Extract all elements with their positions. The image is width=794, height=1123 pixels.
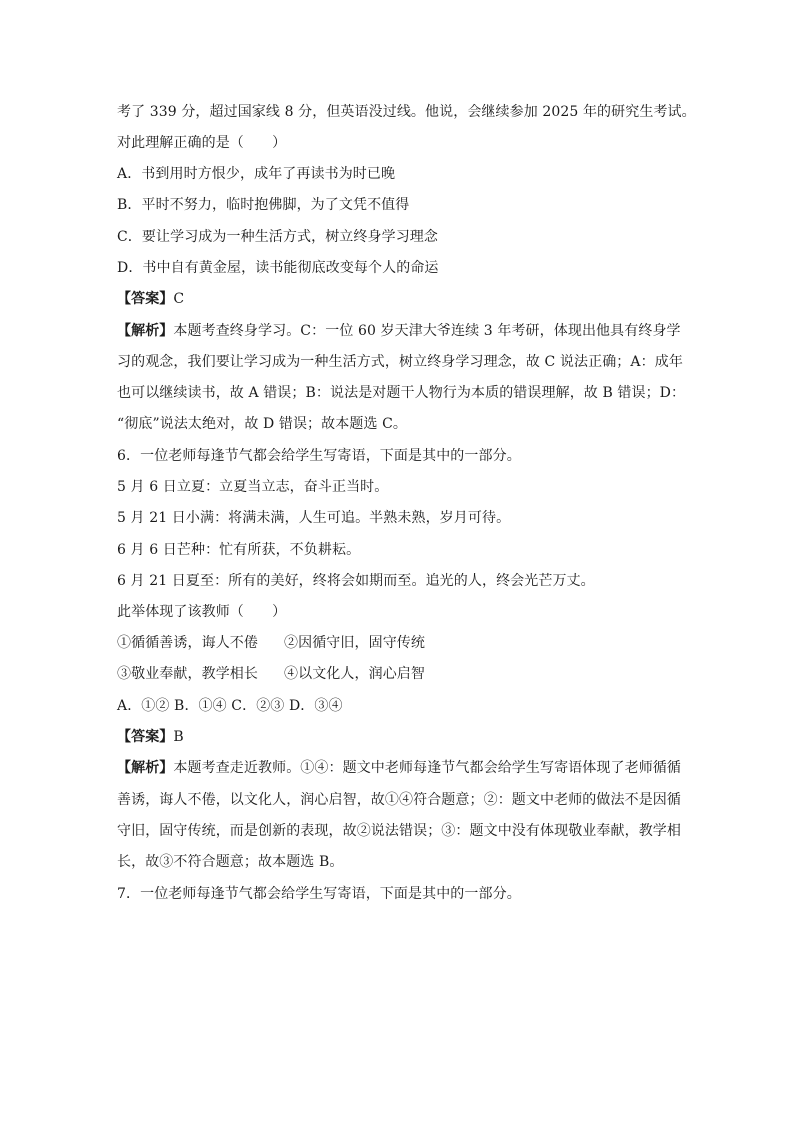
analysis-text: 本题考查走近教师。①④：题文中老师每逢节气都会给学生写寄语体现了老师循循 xyxy=(173,760,682,776)
q5-option-a: A．书到用时方恨少，成年了再读书为时已晚 xyxy=(117,166,396,182)
q6-stem: 6．一位老师每逢节气都会给学生写寄语，下面是其中的一部分。 xyxy=(117,448,521,464)
q6-choice1: ①循循善诱，诲人不倦 xyxy=(117,635,258,651)
q5-analysis-line2: 习的观念，我们要让学习成为一种生活方式，树立终身学习理念，故 C 说法正确；A：成年 xyxy=(117,354,683,370)
q6-choice4: ④以文化人，润心启智 xyxy=(284,666,425,682)
q6-item3: 6 月 6 日芒种：忙有所获，不负耕耘。 xyxy=(117,542,361,558)
q5-option-c: C．要让学习成为一种生活方式，树立终身学习理念 xyxy=(117,229,439,245)
q6-analysis-line3: 守旧，固守传统，而是创新的表现，故②说法错误；③：题文中没有体现敬业奉献，教学相 xyxy=(117,823,681,839)
q5-stem-line2: 对此理解正确的是（ ） xyxy=(117,135,287,151)
answer-value: B xyxy=(173,729,184,745)
q6-answer xyxy=(117,727,687,747)
q6-choice2: ②因循守旧，固守传统 xyxy=(284,635,425,651)
q5-stem-line1: 考了 339 分，超过国家线 8 分，但英语没过线。他说，会继续参加 2025 年的研究生考试。 xyxy=(117,104,696,120)
q6-item4: 6 月 21 日夏至：所有的美好，终将会如期而至。追光的人，终会光芒万丈。 xyxy=(117,573,595,589)
q6-item1: 5 月 6 日立夏：立夏当立志，奋斗正当时。 xyxy=(117,479,389,495)
q6-analysis-line1 xyxy=(117,758,687,778)
q5-answer xyxy=(117,289,687,309)
q6-item2: 5 月 21 日小满：将满未满，人生可追。半熟未熟，岁月可待。 xyxy=(117,510,511,526)
q6-options: A．①② B．①④ C．②③ D．③④ xyxy=(117,698,343,714)
q5-analysis-line1 xyxy=(117,321,687,341)
q5-analysis-line4: “彻底”说法太绝对，故 D 错误；故本题选 C。 xyxy=(117,416,408,432)
q6-choices-row2 xyxy=(117,664,687,684)
q6-question: 此举体现了该教师（ ） xyxy=(117,604,287,620)
q5-option-b: B．平时不努力，临时抱佛脚，为了文凭不值得 xyxy=(117,197,410,213)
analysis-tag: 【解析】 xyxy=(117,323,174,339)
q6-choice3: ③敬业奉献，教学相长 xyxy=(117,666,258,682)
answer-tag: 【答案】 xyxy=(117,729,174,745)
answer-tag: 【答案】 xyxy=(117,291,174,307)
q5-analysis-line3: 也可以继续读书，故 A 错误；B：说法是对题干人物行为本质的错误理解，故 B 错误；D： xyxy=(117,385,686,401)
q5-option-d: D．书中自有黄金屋，读书能彻底改变每个人的命运 xyxy=(117,260,439,276)
analysis-tag: 【解析】 xyxy=(117,760,174,776)
q6-analysis-line2: 善诱，诲人不倦，以文化人，润心启智，故①④符合题意；②：题文中老师的做法不是因循 xyxy=(117,792,681,808)
analysis-text: 本题考查终身学习。C：一位 60 岁天津大爷连续 3 年考研，体现出他具有终身学 xyxy=(173,323,681,339)
answer-value: C xyxy=(173,291,185,307)
q6-choices-row1 xyxy=(117,633,687,653)
q6-analysis-line4: 长，故③不符合题意；故本题选 B。 xyxy=(117,854,344,870)
q7-stem: 7．一位老师每逢节气都会给学生写寄语，下面是其中的一部分。 xyxy=(117,886,521,902)
